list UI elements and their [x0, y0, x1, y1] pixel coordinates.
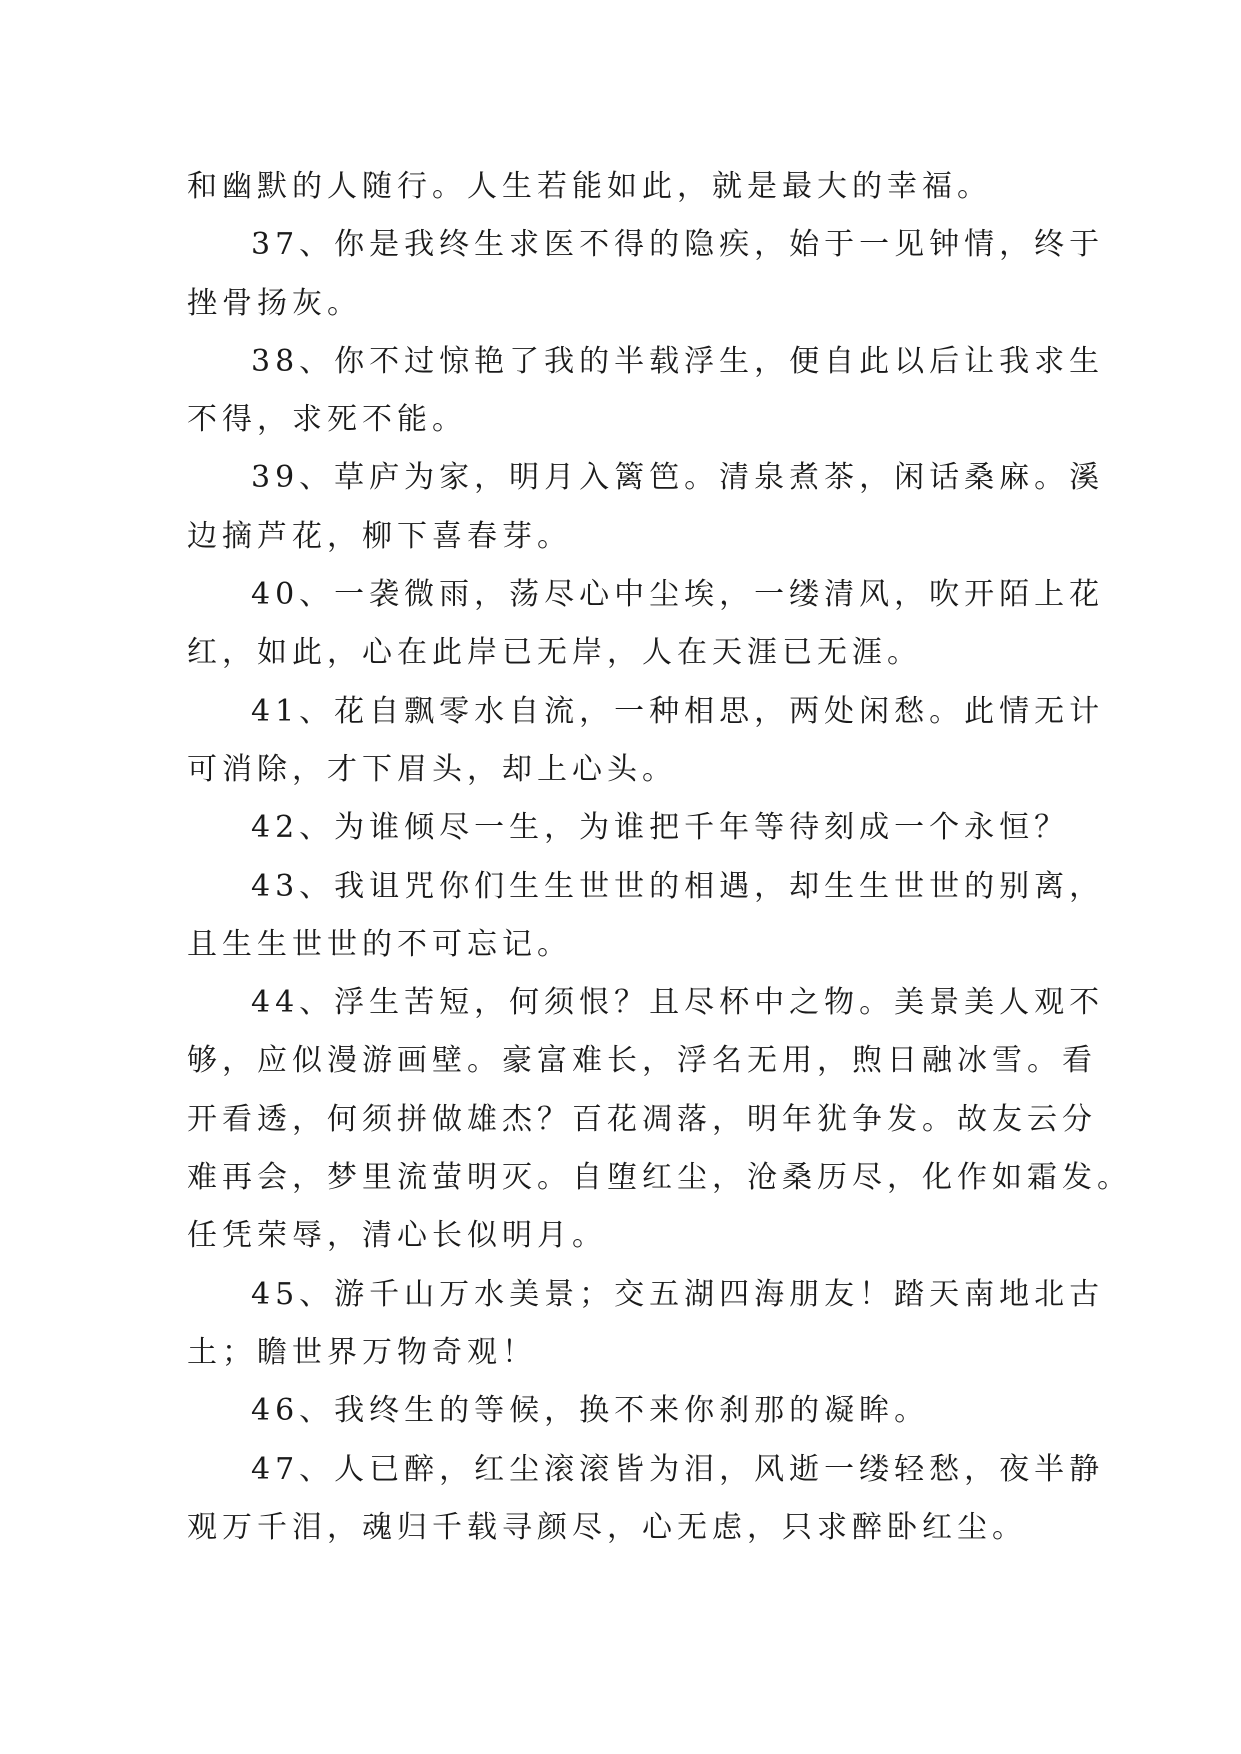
text-line: 38、你不过惊艳了我的半载浮生，便自此以后让我求生 — [251, 343, 1105, 379]
text-line: 42、为谁倾尽一生，为谁把千年等待刻成一个永恒？ — [251, 810, 1070, 846]
document-body — [187, 158, 1132, 1557]
text-line: 挫骨扬灰。 — [187, 285, 362, 321]
text-line: 45、游千山万水美景；交五湖四海朋友！踏天南地北古 — [251, 1276, 1105, 1312]
text-line: 红，如此，心在此岸已无岸，人在天涯已无涯。 — [187, 635, 922, 671]
text-line: 难再会，梦里流萤明灭。自堕红尘，沧桑历尽，化作如霜发。 — [187, 1160, 1132, 1196]
text-line: 不得，求死不能。 — [187, 402, 467, 438]
text-line: 41、花自飘零水自流，一种相思，两处闲愁。此情无计 — [251, 693, 1105, 729]
text-line: 47、人已醉，红尘滚滚皆为泪，风逝一缕轻愁，夜半静 — [251, 1451, 1105, 1487]
text-line: 观万千泪，魂归千载寻颜尽，心无虑，只求醉卧红尘。 — [187, 1509, 1027, 1545]
text-line: 够，应似漫游画壁。豪富难长，浮名无用，煦日融冰雪。看 — [187, 1043, 1097, 1079]
text-line: 43、我诅咒你们生生世世的相遇，却生生世世的别离， — [251, 868, 1105, 904]
text-line: 开看透，何须拼做雄杰？百花凋落，明年犹争发。故友云分 — [187, 1101, 1097, 1137]
text-line: 和幽默的人随行。人生若能如此，就是最大的幸福。 — [187, 169, 992, 204]
text-line: 46、我终生的等候，换不来你刹那的凝眸。 — [251, 1393, 930, 1429]
text-line: 40、一袭微雨，荡尽心中尘埃，一缕清风，吹开陌上花 — [251, 577, 1105, 613]
text-line: 44、浮生苦短，何须恨？且尽杯中之物。美景美人观不 — [251, 985, 1105, 1021]
text-line: 可消除，才下眉头，却上心头。 — [187, 751, 677, 787]
text-line: 土；瞻世界万物奇观！ — [187, 1334, 537, 1370]
text-line: 39、草庐为家，明月入篱笆。清泉煮茶，闲话桑麻。溪 — [251, 460, 1105, 496]
text-line: 任凭荣辱，清心长似明月。 — [187, 1218, 607, 1254]
text-line: 边摘芦花，柳下喜春芽。 — [187, 518, 572, 554]
text-line: 37、你是我终生求医不得的隐疾，始于一见钟情，终于 — [251, 227, 1105, 263]
text-line: 且生生世世的不可忘记。 — [187, 926, 572, 962]
